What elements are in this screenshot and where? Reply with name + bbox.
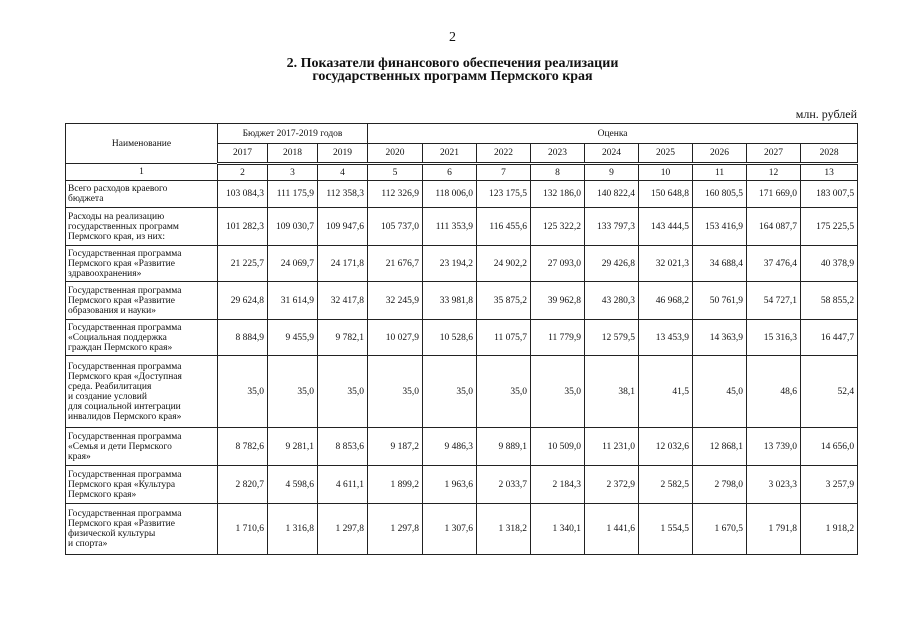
row-name-line: государственных программ	[68, 221, 179, 232]
column-index: 12	[747, 164, 801, 181]
row-name	[66, 356, 218, 428]
value-cell: 171 669,0	[747, 181, 801, 208]
value-cell: 118 006,0	[423, 181, 477, 208]
value-cell: 45,0	[693, 356, 747, 428]
value-cell: 9 782,1	[318, 320, 368, 356]
column-index: 6	[423, 164, 477, 181]
row-name	[66, 504, 218, 555]
value-cell: 101 282,3	[218, 208, 268, 246]
value-cell: 175 225,5	[801, 208, 858, 246]
value-cell: 27 093,0	[531, 246, 585, 282]
header-estimate: Оценка	[368, 124, 858, 144]
column-index: 9	[585, 164, 639, 181]
value-cell: 35,0	[531, 356, 585, 428]
row-name-line: Пермского края «Развитие	[68, 258, 175, 269]
value-cell: 24 902,2	[477, 246, 531, 282]
row-name-line: граждан Пермского края»	[68, 342, 173, 353]
row-name-line: Пермского края «Развитие	[68, 295, 175, 306]
value-cell: 33 981,8	[423, 282, 477, 320]
value-cell: 14 363,9	[693, 320, 747, 356]
header-year: 2022	[477, 144, 531, 164]
value-cell: 1 297,8	[318, 504, 368, 555]
value-cell: 3 257,9	[801, 466, 858, 504]
value-cell: 35,0	[268, 356, 318, 428]
value-cell: 123 175,5	[477, 181, 531, 208]
value-cell: 8 884,9	[218, 320, 268, 356]
column-index: 10	[639, 164, 693, 181]
value-cell: 29 426,8	[585, 246, 639, 282]
value-cell: 2 372,9	[585, 466, 639, 504]
value-cell: 109 030,7	[268, 208, 318, 246]
value-cell: 2 184,3	[531, 466, 585, 504]
value-cell: 112 326,9	[368, 181, 423, 208]
row-name	[66, 246, 218, 282]
value-cell: 1 791,8	[747, 504, 801, 555]
value-cell: 109 947,6	[318, 208, 368, 246]
value-cell: 10 027,9	[368, 320, 423, 356]
value-cell: 54 727,1	[747, 282, 801, 320]
column-index: 13	[801, 164, 858, 181]
value-cell: 1 297,8	[368, 504, 423, 555]
row-name	[66, 181, 218, 208]
table-row	[66, 504, 858, 555]
value-cell: 29 624,8	[218, 282, 268, 320]
value-cell: 2 798,0	[693, 466, 747, 504]
row-name-line: Пермского края «Развитие	[68, 519, 175, 529]
value-cell: 58 855,2	[801, 282, 858, 320]
value-cell: 153 416,9	[693, 208, 747, 246]
column-index: 7	[477, 164, 531, 181]
value-cell: 1 918,2	[801, 504, 858, 555]
value-cell: 39 962,8	[531, 282, 585, 320]
value-cell: 34 688,4	[693, 246, 747, 282]
value-cell: 4 598,6	[268, 466, 318, 504]
row-name-line: Государственная программа	[68, 509, 182, 519]
header-year: 2023	[531, 144, 585, 164]
value-cell: 1 340,1	[531, 504, 585, 555]
value-cell: 37 476,4	[747, 246, 801, 282]
value-cell: 1 307,6	[423, 504, 477, 555]
value-cell: 1 899,2	[368, 466, 423, 504]
value-cell: 12 579,5	[585, 320, 639, 356]
row-name-line: и спорта»	[68, 539, 108, 549]
row-name-line: Государственная программа	[68, 361, 182, 372]
value-cell: 23 194,2	[423, 246, 477, 282]
value-cell: 8 782,6	[218, 428, 268, 466]
value-cell: 46 968,2	[639, 282, 693, 320]
value-cell: 35,0	[318, 356, 368, 428]
value-cell: 1 316,8	[268, 504, 318, 555]
row-name-line: и создание условий	[68, 391, 147, 402]
row-name-line: Государственная программа	[68, 322, 182, 333]
value-cell: 43 280,3	[585, 282, 639, 320]
page-title	[0, 57, 905, 83]
header-year: 2020	[368, 144, 423, 164]
value-cell: 1 318,2	[477, 504, 531, 555]
value-cell: 116 455,6	[477, 208, 531, 246]
financial-table	[65, 123, 858, 555]
header-year: 2024	[585, 144, 639, 164]
table-row	[66, 320, 858, 356]
value-cell: 14 656,0	[801, 428, 858, 466]
header-year: 2018	[268, 144, 318, 164]
value-cell: 24 069,7	[268, 246, 318, 282]
table-row	[66, 466, 858, 504]
value-cell: 32 417,8	[318, 282, 368, 320]
value-cell: 143 444,5	[639, 208, 693, 246]
value-cell: 15 316,3	[747, 320, 801, 356]
header-year: 2017	[218, 144, 268, 164]
header-year: 2027	[747, 144, 801, 164]
value-cell: 32 021,3	[639, 246, 693, 282]
column-index: 11	[693, 164, 747, 181]
row-name	[66, 320, 218, 356]
value-cell: 12 868,1	[693, 428, 747, 466]
row-name-line: Всего расходов краевого	[68, 184, 168, 194]
column-index: 3	[268, 164, 318, 181]
row-name-line: бюджета	[68, 194, 104, 204]
value-cell: 9 889,1	[477, 428, 531, 466]
title-line-1: 2. Показатели финансового обеспечения реализации	[286, 56, 619, 71]
page-number: 2	[449, 30, 456, 45]
value-cell: 111 175,9	[268, 181, 318, 208]
units-label: млн. рублей	[795, 107, 857, 121]
header-year: 2019	[318, 144, 368, 164]
value-cell: 32 245,9	[368, 282, 423, 320]
value-cell: 1 710,6	[218, 504, 268, 555]
table-row	[66, 181, 858, 208]
value-cell: 103 084,3	[218, 181, 268, 208]
value-cell: 11 231,0	[585, 428, 639, 466]
value-cell: 21 225,7	[218, 246, 268, 282]
row-name-line: края»	[68, 451, 91, 462]
row-name	[66, 282, 218, 320]
value-cell: 150 648,8	[639, 181, 693, 208]
table-row	[66, 246, 858, 282]
header-budget: Бюджет 2017-2019 годов	[218, 124, 368, 144]
value-cell: 24 171,8	[318, 246, 368, 282]
value-cell: 9 281,1	[268, 428, 318, 466]
value-cell: 11 779,9	[531, 320, 585, 356]
row-name-line: Государственная программа	[68, 285, 182, 296]
header-year: 2028	[801, 144, 858, 164]
value-cell: 3 023,3	[747, 466, 801, 504]
table-row	[66, 428, 858, 466]
value-cell: 13 739,0	[747, 428, 801, 466]
value-cell: 125 322,2	[531, 208, 585, 246]
value-cell: 35,0	[423, 356, 477, 428]
table-row	[66, 356, 858, 428]
value-cell: 1 670,5	[693, 504, 747, 555]
value-cell: 8 853,6	[318, 428, 368, 466]
value-cell: 105 737,0	[368, 208, 423, 246]
row-name-line: физической культуры	[68, 529, 156, 539]
value-cell: 50 761,9	[693, 282, 747, 320]
row-name-line: для социальной интеграции	[68, 401, 181, 412]
value-cell: 38,1	[585, 356, 639, 428]
row-name	[66, 208, 218, 246]
column-index: 1	[66, 164, 218, 181]
row-name-line: Расходы на реализацию	[68, 211, 165, 222]
header-year: 2025	[639, 144, 693, 164]
table-row	[66, 282, 858, 320]
column-index: 2	[218, 164, 268, 181]
value-cell: 9 486,3	[423, 428, 477, 466]
value-cell: 35,0	[218, 356, 268, 428]
table-row	[66, 208, 858, 246]
header-year: 2021	[423, 144, 477, 164]
value-cell: 2 582,5	[639, 466, 693, 504]
value-cell: 2 820,7	[218, 466, 268, 504]
value-cell: 1 963,6	[423, 466, 477, 504]
column-index: 8	[531, 164, 585, 181]
value-cell: 10 528,6	[423, 320, 477, 356]
row-name-line: Государственная программа	[68, 469, 182, 480]
row-name-line: Пермского края»	[68, 489, 137, 500]
header-name: Наименование	[66, 124, 218, 164]
value-cell: 48,6	[747, 356, 801, 428]
row-name-line: Пермского края «Культура	[68, 479, 176, 490]
value-cell: 133 797,3	[585, 208, 639, 246]
value-cell: 160 805,5	[693, 181, 747, 208]
value-cell: 112 358,3	[318, 181, 368, 208]
row-name-line: среда. Реабилитация	[68, 381, 152, 392]
row-name-line: Государственная программа	[68, 431, 182, 442]
row-name-line: здравоохранения»	[68, 268, 142, 279]
column-index: 4	[318, 164, 368, 181]
value-cell: 132 186,0	[531, 181, 585, 208]
row-name	[66, 428, 218, 466]
value-cell: 1 554,5	[639, 504, 693, 555]
value-cell: 1 441,6	[585, 504, 639, 555]
value-cell: 2 033,7	[477, 466, 531, 504]
value-cell: 35 875,2	[477, 282, 531, 320]
row-name-line: Пермского края, из них:	[68, 231, 166, 242]
value-cell: 52,4	[801, 356, 858, 428]
row-name-line: Государственная программа	[68, 248, 182, 259]
value-cell: 9 455,9	[268, 320, 318, 356]
value-cell: 12 032,6	[639, 428, 693, 466]
row-name-line: образования и науки»	[68, 305, 156, 316]
value-cell: 16 447,7	[801, 320, 858, 356]
row-name-line: Пермского края «Доступная	[68, 371, 182, 382]
row-name-line: «Социальная поддержка	[68, 332, 167, 343]
value-cell: 35,0	[477, 356, 531, 428]
header-year: 2026	[693, 144, 747, 164]
column-index: 5	[368, 164, 423, 181]
value-cell: 183 007,5	[801, 181, 858, 208]
value-cell: 21 676,7	[368, 246, 423, 282]
row-name-line: инвалидов Пермского края»	[68, 411, 182, 422]
value-cell: 10 509,0	[531, 428, 585, 466]
value-cell: 111 353,9	[423, 208, 477, 246]
row-name-line: «Семья и дети Пермского	[68, 441, 172, 452]
value-cell: 164 087,7	[747, 208, 801, 246]
value-cell: 140 822,4	[585, 181, 639, 208]
title-line-2: государственных программ Пермского края	[312, 69, 593, 84]
value-cell: 41,5	[639, 356, 693, 428]
value-cell: 4 611,1	[318, 466, 368, 504]
row-name	[66, 466, 218, 504]
value-cell: 9 187,2	[368, 428, 423, 466]
value-cell: 40 378,9	[801, 246, 858, 282]
value-cell: 11 075,7	[477, 320, 531, 356]
value-cell: 13 453,9	[639, 320, 693, 356]
value-cell: 35,0	[368, 356, 423, 428]
value-cell: 31 614,9	[268, 282, 318, 320]
